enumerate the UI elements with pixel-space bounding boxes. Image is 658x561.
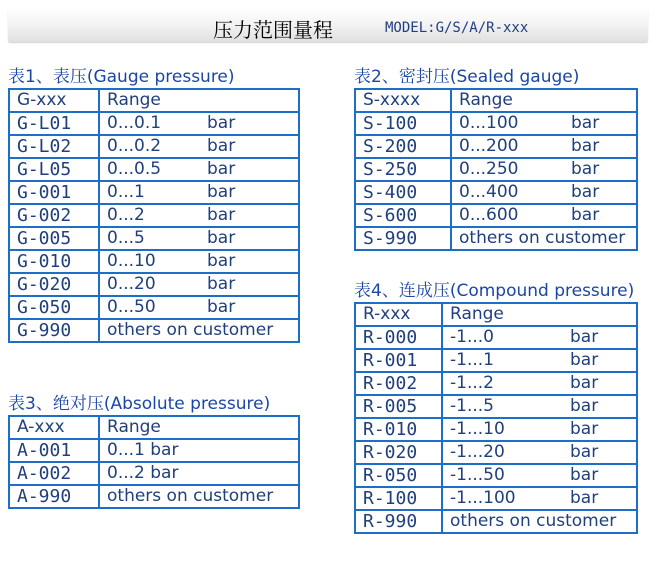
range-value: -1...100 bbox=[450, 488, 516, 508]
range-cell bbox=[99, 204, 299, 227]
column-header-code: G-xxx bbox=[9, 89, 99, 112]
range-unit: bar bbox=[207, 274, 236, 294]
table-row bbox=[9, 250, 299, 273]
range-value: others on customer bbox=[107, 320, 274, 340]
range-unit: bar bbox=[207, 136, 236, 156]
model-code-cell: A-990 bbox=[9, 485, 99, 508]
range-value: 0...0.5 bbox=[107, 159, 162, 179]
model-code-cell: G-005 bbox=[9, 227, 99, 250]
table-row bbox=[355, 441, 637, 464]
range-value: 0...20 bbox=[107, 274, 156, 294]
table-row bbox=[9, 204, 299, 227]
range-cell bbox=[99, 439, 299, 462]
range-value: 0...200 bbox=[459, 136, 519, 156]
range-value: -1...10 bbox=[450, 419, 505, 439]
range-value: -1...2 bbox=[450, 373, 494, 393]
table-row bbox=[355, 464, 637, 487]
range-cell bbox=[442, 326, 637, 349]
range-unit: bar bbox=[570, 465, 599, 485]
column-header-code: A-xxx bbox=[9, 416, 99, 439]
range-unit: bar bbox=[570, 350, 599, 370]
range-unit: bar bbox=[207, 113, 236, 133]
range-unit: bar bbox=[570, 373, 599, 393]
range-unit: bar bbox=[571, 113, 600, 133]
range-unit: bar bbox=[207, 205, 236, 225]
range-value: 0...600 bbox=[459, 205, 519, 225]
table-row bbox=[9, 181, 299, 204]
table-row bbox=[9, 158, 299, 181]
model-code-cell: R-990 bbox=[355, 510, 442, 533]
range-value: -1...5 bbox=[450, 396, 494, 416]
range-cell bbox=[451, 204, 637, 227]
range-value: -1...0 bbox=[450, 327, 494, 347]
model-code-cell: R-100 bbox=[355, 487, 442, 510]
table-row bbox=[355, 418, 637, 441]
table4-caption: 表4、连成压(Compound pressure) bbox=[354, 281, 635, 301]
range-value: 0...50 bbox=[107, 297, 156, 317]
table-row bbox=[355, 112, 637, 135]
compound-pressure-table bbox=[354, 302, 638, 534]
table-row bbox=[355, 326, 637, 349]
range-cell bbox=[451, 158, 637, 181]
model-code-cell: A-001 bbox=[9, 439, 99, 462]
range-value: 0...250 bbox=[459, 159, 519, 179]
column-header-range: Range bbox=[442, 303, 637, 326]
model-code-cell: G-002 bbox=[9, 204, 99, 227]
model-code-cell: G-001 bbox=[9, 181, 99, 204]
model-code-cell: R-002 bbox=[355, 372, 442, 395]
table-row bbox=[355, 227, 637, 250]
model-code: MODEL:G/S/A/R-xxx bbox=[385, 20, 529, 36]
range-cell bbox=[99, 485, 299, 508]
table-row bbox=[355, 487, 637, 510]
range-unit: bar bbox=[207, 297, 236, 317]
table-row bbox=[355, 204, 637, 227]
range-cell bbox=[442, 441, 637, 464]
range-cell bbox=[442, 487, 637, 510]
range-unit: bar bbox=[571, 205, 600, 225]
range-cell bbox=[442, 349, 637, 372]
table-row bbox=[9, 319, 299, 342]
range-unit: bar bbox=[207, 159, 236, 179]
range-value: -1...50 bbox=[450, 465, 505, 485]
range-value: 0...2 bbox=[107, 463, 145, 483]
column-header-range: Range bbox=[99, 89, 299, 112]
range-value: 0...2 bbox=[107, 205, 145, 225]
range-cell bbox=[99, 296, 299, 319]
model-code-cell: G-020 bbox=[9, 273, 99, 296]
range-cell bbox=[99, 462, 299, 485]
table-header-row bbox=[9, 89, 299, 112]
range-unit: bar bbox=[207, 182, 236, 202]
absolute-pressure-table bbox=[8, 415, 300, 509]
table-row bbox=[9, 439, 299, 462]
range-value: -1...1 bbox=[450, 350, 494, 370]
model-code-cell: R-001 bbox=[355, 349, 442, 372]
model-code-cell: G-010 bbox=[9, 250, 99, 273]
range-cell bbox=[99, 158, 299, 181]
range-cell bbox=[99, 227, 299, 250]
table-row bbox=[9, 296, 299, 319]
range-value: others on customer bbox=[450, 511, 617, 531]
table-row bbox=[355, 372, 637, 395]
range-value: 0...5 bbox=[107, 228, 145, 248]
range-unit: bar bbox=[571, 159, 600, 179]
range-cell bbox=[451, 112, 637, 135]
range-unit: bar bbox=[571, 182, 600, 202]
table-row bbox=[355, 158, 637, 181]
table1-caption: 表1、表压(Gauge pressure) bbox=[8, 67, 235, 87]
range-cell bbox=[442, 464, 637, 487]
range-unit: bar bbox=[570, 488, 599, 508]
range-value: others on customer bbox=[107, 486, 274, 506]
table-header-row bbox=[355, 303, 637, 326]
column-header-code: R-xxx bbox=[355, 303, 442, 326]
model-code-cell: R-000 bbox=[355, 326, 442, 349]
range-unit: bar bbox=[570, 442, 599, 462]
table-header-row bbox=[355, 89, 637, 112]
range-cell bbox=[99, 181, 299, 204]
table-row bbox=[9, 112, 299, 135]
table3-caption: 表3、绝对压(Absolute pressure) bbox=[8, 394, 271, 414]
model-code-cell: G-050 bbox=[9, 296, 99, 319]
model-code-cell: A-002 bbox=[9, 462, 99, 485]
model-code-cell: R-020 bbox=[355, 441, 442, 464]
table-row bbox=[355, 349, 637, 372]
model-code-cell: S-250 bbox=[355, 158, 451, 181]
table-row bbox=[9, 135, 299, 158]
range-cell bbox=[442, 418, 637, 441]
table-row bbox=[9, 227, 299, 250]
table-row bbox=[355, 395, 637, 418]
range-cell bbox=[99, 250, 299, 273]
page-title: 压力范围量程 bbox=[213, 18, 333, 42]
range-value: 0...10 bbox=[107, 251, 156, 271]
model-code-cell: S-200 bbox=[355, 135, 451, 158]
sealed-gauge-table bbox=[354, 88, 638, 251]
range-cell bbox=[451, 227, 637, 250]
model-code-cell: R-005 bbox=[355, 395, 442, 418]
range-value: others on customer bbox=[459, 228, 626, 248]
model-code-cell: G-L01 bbox=[9, 112, 99, 135]
range-cell bbox=[442, 395, 637, 418]
table-row bbox=[355, 135, 637, 158]
model-code-cell: R-010 bbox=[355, 418, 442, 441]
model-code-cell: S-100 bbox=[355, 112, 451, 135]
range-unit: bar bbox=[570, 419, 599, 439]
model-code-cell: S-600 bbox=[355, 204, 451, 227]
column-header-range: Range bbox=[451, 89, 637, 112]
range-value: 0...1 bbox=[107, 182, 145, 202]
gauge-pressure-table bbox=[8, 88, 300, 343]
range-value: 0...1 bbox=[107, 440, 145, 460]
range-unit: bar bbox=[207, 228, 236, 248]
table2-caption: 表2、密封压(Sealed gauge) bbox=[354, 67, 580, 87]
model-code-cell: S-400 bbox=[355, 181, 451, 204]
range-cell bbox=[99, 319, 299, 342]
range-cell bbox=[99, 273, 299, 296]
range-unit: bar bbox=[570, 327, 599, 347]
table-row bbox=[355, 181, 637, 204]
model-code-cell: R-050 bbox=[355, 464, 442, 487]
range-cell bbox=[451, 135, 637, 158]
range-cell bbox=[99, 112, 299, 135]
range-value: -1...20 bbox=[450, 442, 505, 462]
model-code-cell: G-990 bbox=[9, 319, 99, 342]
range-unit: bar bbox=[571, 136, 600, 156]
title-bar bbox=[8, 8, 648, 42]
model-code-cell: G-L05 bbox=[9, 158, 99, 181]
range-value: 0...400 bbox=[459, 182, 519, 202]
table-row bbox=[9, 462, 299, 485]
table-row bbox=[9, 485, 299, 508]
range-unit: bar bbox=[207, 251, 236, 271]
range-unit: bar bbox=[150, 463, 179, 483]
table-row bbox=[9, 273, 299, 296]
model-code-cell: S-990 bbox=[355, 227, 451, 250]
range-cell bbox=[99, 135, 299, 158]
range-cell bbox=[451, 181, 637, 204]
table-header-row bbox=[9, 416, 299, 439]
range-cell bbox=[442, 372, 637, 395]
column-header-range: Range bbox=[99, 416, 299, 439]
range-unit: bar bbox=[570, 396, 599, 416]
model-code-cell: G-L02 bbox=[9, 135, 99, 158]
column-header-code: S-xxxx bbox=[355, 89, 451, 112]
range-cell bbox=[442, 510, 637, 533]
range-value: 0...0.2 bbox=[107, 136, 162, 156]
range-value: 0...0.1 bbox=[107, 113, 162, 133]
range-unit: bar bbox=[150, 440, 179, 460]
table-row bbox=[355, 510, 637, 533]
range-value: 0...100 bbox=[459, 113, 519, 133]
